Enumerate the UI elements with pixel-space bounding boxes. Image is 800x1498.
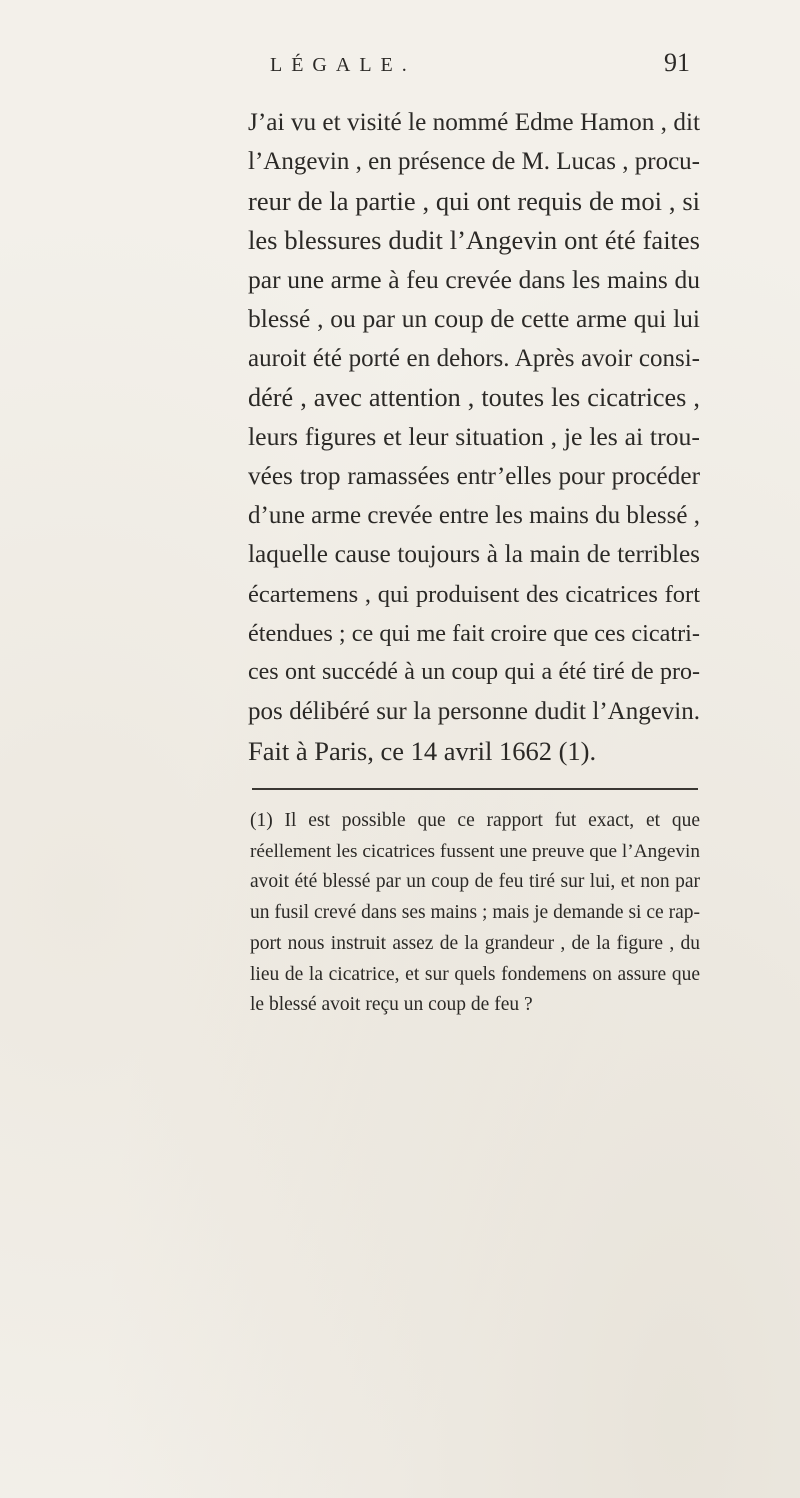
- text-line: blessé , ou par un coup de cette arme qui lui: [248, 304, 700, 334]
- footnote-line: le blessé avoit reçu un coup de feu ?: [250, 994, 533, 1016]
- page-header: [270, 48, 690, 88]
- text-line: J’ai vu et visité le nommé Edme Hamon , dit: [248, 108, 700, 136]
- running-head: LÉGALE.: [270, 54, 416, 76]
- footnote-line: réellement les cicatrices fussent une preuve que l’Angevin: [250, 840, 700, 862]
- footnote-line: port nous instruit assez de la grandeur , de la figure , du: [250, 932, 700, 954]
- main-paragraph: [248, 103, 700, 771]
- text-line: par une arme à feu crevée dans les mains du: [248, 265, 700, 295]
- text-line: écartemens , qui produisent des cicatrices fort: [248, 580, 700, 608]
- text-line: reur de la partie , qui ont requis de moi , si: [248, 185, 700, 216]
- footnote: [250, 806, 700, 1021]
- footnote-line: un fusil crevé dans ses mains ; mais je demande si ce rap-: [250, 902, 700, 924]
- footnote-line: lieu de la cicatrice, et sur quels fondemens on assure que: [250, 963, 700, 985]
- text-line: l’Angevin , en présence de M. Lucas , procu-: [248, 148, 700, 176]
- page-number: 91: [664, 48, 690, 77]
- text-line: ces ont succédé à un coup qui a été tiré de pro-: [248, 659, 700, 686]
- text-line: d’une arme crevée entre les mains du blessé ,: [248, 501, 700, 529]
- text-line: vées trop ramassées entr’elles pour procéder: [248, 461, 700, 490]
- text-line: auroit été porté en dehors. Après avoir consi-: [248, 344, 700, 372]
- footnote-line: avoit été blessé par un coup de feu tiré sur lui, et non par: [250, 871, 700, 893]
- footnote-line: (1) Il est possible que ce rapport fut exact, et que: [250, 810, 700, 831]
- text-line: étendues ; ce qui me fait croire que ces cicatri-: [248, 619, 700, 647]
- text-line: laquelle cause toujours à la main de terribles: [248, 540, 700, 569]
- text-line: leurs figures et leur situation , je les ai trou-: [248, 422, 700, 452]
- text-line: pos délibéré sur la personne dudit l’Angevin.: [248, 698, 700, 726]
- text-line: les blessures dudit l’Angevin ont été faites: [248, 224, 700, 255]
- text-line: Fait à Paris, ce 14 avril 1662 (1).: [248, 735, 597, 766]
- text-line: déré , avec attention , toutes les cicatrices ,: [248, 383, 700, 413]
- footnote-divider: [252, 788, 698, 790]
